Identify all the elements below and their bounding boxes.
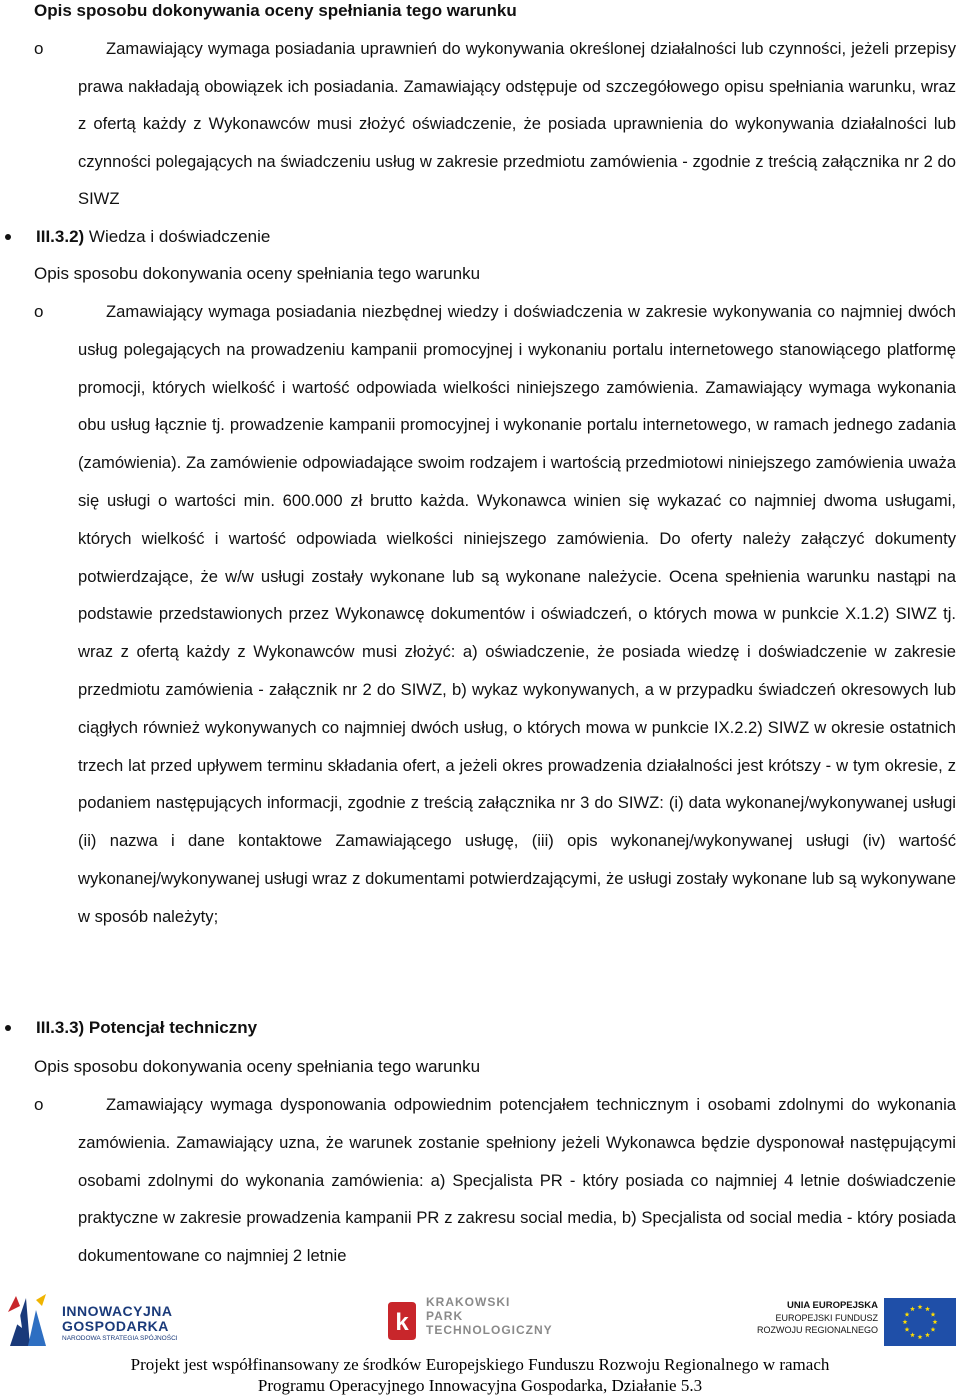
ig-line2: GOSPODARKA bbox=[62, 1318, 169, 1334]
kpt-line1: KRAKOWSKI bbox=[426, 1295, 511, 1309]
eu-line3: ROZWOJU REGIONALNEGO bbox=[756, 1325, 878, 1335]
section-title-knowledge bbox=[36, 226, 270, 248]
kpt-logo bbox=[386, 1296, 586, 1346]
section-heading: Opis sposobu dokonywania oceny spełniania tego warunku bbox=[34, 264, 481, 283]
ig-emblem-icon bbox=[6, 1292, 52, 1348]
eu-flag-icon bbox=[884, 1298, 956, 1346]
innowacyjna-gospodarka-logo bbox=[6, 1292, 206, 1348]
section-heading: Opis sposobu dokonywania oceny spełniania tego warunku bbox=[34, 1, 517, 20]
eu-line2: EUROPEJSKI FUNDUSZ bbox=[775, 1313, 878, 1323]
paragraph-text: Zamawiający wymaga posiadania niezbędnej wiedzy i doświadczenia w zakresie wykonywania co najmniej dwóch usług polegających na prowadzeniu kampanii promocyjnej i wykonaniu portalu internetowego stanowiącego platformę promocji, których wielkość i wartość odpowiada wielkości niniejszego zamówienia. Zamawiający wymaga wykonania obu usług łącznie tj. prowadzenie kampanii promocyjnej i wykonanie portalu internetowego, w ramach jednego zadania (zamówienia). Za zamówienie odpowiadające swoim rodzajem i wartością przedmiotowi niniejszego zamówienia uważa się usługi o wartości min. 600.000 zł brutto każda. Wykonawca winien się wykazać co najmniej dwoma usługami, których wielkość i wartość odpowiada wielkości niniejszego zamówienia. Do oferty należy załączyć dokumenty potwierdzające, że w/w usługi zostały wykonane lub są wykonane należycie. Ocena spełnienia warunku nastąpi na podstawie przedstawionych przez Wykonawcę dokumentów i oświadczeń, o których mowa w punkcie X.1.2) SIWZ tj. wraz z ofertą każdy z Wykonawców musi złożyć: a) oświadczenie, że posiada wiedzę i doświadczenie w zakresie przedmiotu zamówienia - załącznik nr 2 do SIWZ, b) wykaz wykonywanych, a w przypadku świadczeń okresowych lub ciągłych również wykonywanych co najmniej dwóch usług, o których mowa w punkcie IX.2.2) SIWZ w okresie ostatnich trzech lat przed upływem terminu składania ofert, a jeżeli okres prowadzenia działalności jest krótszy - w tym okresie, z podaniem następujących informacji, zgodnie z treścią załącznika nr 3 do SIWZ: (i) data wykonanej/wykonywanej usługi (ii) nazwa i dane kontaktowe Zamawiającego usługę, (iii) opis wykonanej/wykonywanej usługi (iv) wartość wykonanej/wykonywanej usługi wraz z dokumentami potwierdzającymi, że usługi zostały wykonane lub są wykonywane w sposób należyty; bbox=[78, 302, 956, 926]
section-title: Potencjał techniczny bbox=[84, 1018, 258, 1037]
ig-line3: NARODOWA STRATEGIA SPÓJNOŚCI bbox=[62, 1335, 178, 1342]
kpt-line3: TECHNOLOGICZNY bbox=[426, 1323, 553, 1337]
footer-line1: Projekt jest współfinansowany ze środków Europejskiego Funduszu Rozwoju Regionalnego w ramach bbox=[130, 1355, 830, 1374]
kpt-letter: k bbox=[395, 1309, 409, 1336]
footer-line2: Programu Operacyjnego Innowacyjna Gospodarka, Działanie 5.3 bbox=[257, 1376, 703, 1395]
footer-logos bbox=[0, 1292, 960, 1350]
eu-logo bbox=[724, 1298, 956, 1348]
eu-line1: UNIA EUROPEJSKA bbox=[787, 1300, 878, 1311]
list-marker: o bbox=[34, 39, 44, 58]
section-heading: Opis sposobu dokonywania oceny spełniania tego warunku bbox=[34, 1057, 481, 1076]
paragraph-text: Zamawiający wymaga posiadania uprawnień do wykonywania określonej działalności lub czynności, jeżeli przepisy prawa nakładają obowiązek ich posiadania. Zamawiający odstępuje od szczegółowego opisu spełniania warunku, wraz z ofertą każdy z Wykonawców musi złożyć oświadczenie, że posiada uprawnienia do wykonywania działalności lub czynności polegających na świadczeniu usług w zakresie przedmiotu zamówienia - zgodnie z treścią załącznika nr 2 do SIWZ bbox=[78, 39, 956, 209]
paragraph-knowledge bbox=[78, 293, 956, 936]
section-number: III.3.2) bbox=[36, 227, 85, 246]
list-marker: o bbox=[34, 302, 44, 321]
paragraph-text: Zamawiający wymaga dysponowania odpowiednim potencjałem technicznym i osobami zdolnymi do wykonania zamówienia. Zamawiający uzna, że warunek zostanie spełniony jeżeli Wykonawca będzie dysponował następującymi osobami zdolnymi do wykonania zamówienia: a) Specjalista PR - który posiada co najmniej 4 letnie doświadczenie praktyczne w zakresie prowadzenia kampanii PR z zakresu social media, b) Specjalista od social media - który posiada dokumentowane co najmniej 2 letnie bbox=[78, 1095, 956, 1266]
paragraph-technical bbox=[78, 1086, 956, 1276]
kpt-emblem-icon bbox=[386, 1300, 418, 1342]
list-marker: o bbox=[34, 1095, 44, 1114]
paragraph-permissions bbox=[78, 30, 956, 218]
section-number: III.3.3) bbox=[36, 1018, 85, 1037]
kpt-line2: PARK bbox=[426, 1309, 464, 1323]
ig-line1: INNOWACYJNA bbox=[62, 1303, 173, 1319]
section-title: Wiedza i doświadczenie bbox=[84, 227, 271, 246]
section-title-technical bbox=[36, 1017, 257, 1039]
